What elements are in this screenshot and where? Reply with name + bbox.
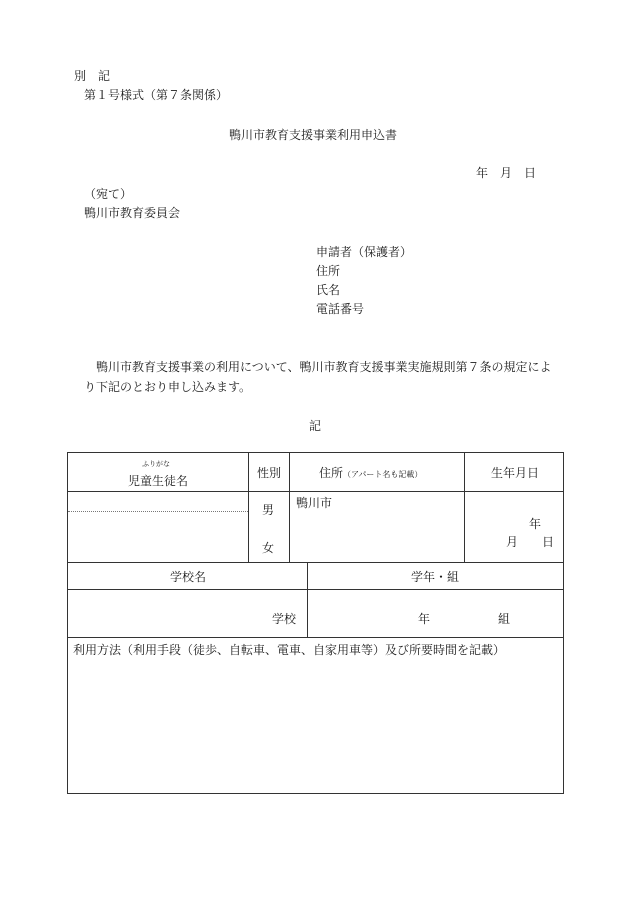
usage-method-label: 利用方法（利用手段（徒歩、自転車、電車、自家用車等）及び所要時間を記載） <box>73 643 506 657</box>
school-suffix: 学校 <box>272 612 297 626</box>
recipient: 鴨川市教育委員会 <box>84 206 181 220</box>
student-name-label: 児童生徒名 <box>128 474 189 488</box>
gender-female: 女 <box>262 541 275 555</box>
body-text-line1: 鴨川市教育支援事業の利用について、鴨川市教育支援事業実施規則第７条の規定によ <box>96 360 552 374</box>
applicant-name-label: 氏名 <box>316 283 341 297</box>
applicant-phone-label: 電話番号 <box>316 302 365 316</box>
addressee-to: （宛て） <box>84 187 133 201</box>
body-text-line2: り下記のとおり申し込みます。 <box>84 380 252 394</box>
school-name-label: 学校名 <box>170 570 207 584</box>
birth-year: 年 <box>529 517 542 531</box>
date-line: 年 月 日 <box>476 166 537 180</box>
address-prefill: 鴨川市 <box>296 496 333 510</box>
address-label-text: 住所 <box>319 466 344 480</box>
furigana-label: ふりがな <box>142 460 170 468</box>
appendix-label: 別 記 <box>74 69 111 83</box>
form-number: 第１号様式（第７条関係） <box>84 88 229 102</box>
address-note: （アパート名も記載） <box>343 470 423 479</box>
ki-label: 記 <box>309 419 322 433</box>
class-suffix: 組 <box>498 612 511 626</box>
application-table <box>67 452 564 794</box>
applicant-label: 申請者（保護者） <box>316 245 413 259</box>
applicant-address-label: 住所 <box>316 264 341 278</box>
gender-label: 性別 <box>257 466 282 480</box>
birth-month-day: 月 日 <box>506 535 555 549</box>
grade-year-suffix: 年 <box>418 612 431 626</box>
grade-class-label: 学年・組 <box>411 570 460 584</box>
address-label <box>319 464 422 481</box>
document-title: 鴨川市教育支援事業利用申込書 <box>229 128 398 142</box>
gender-male: 男 <box>262 503 275 517</box>
birthdate-label: 生年月日 <box>491 466 540 480</box>
